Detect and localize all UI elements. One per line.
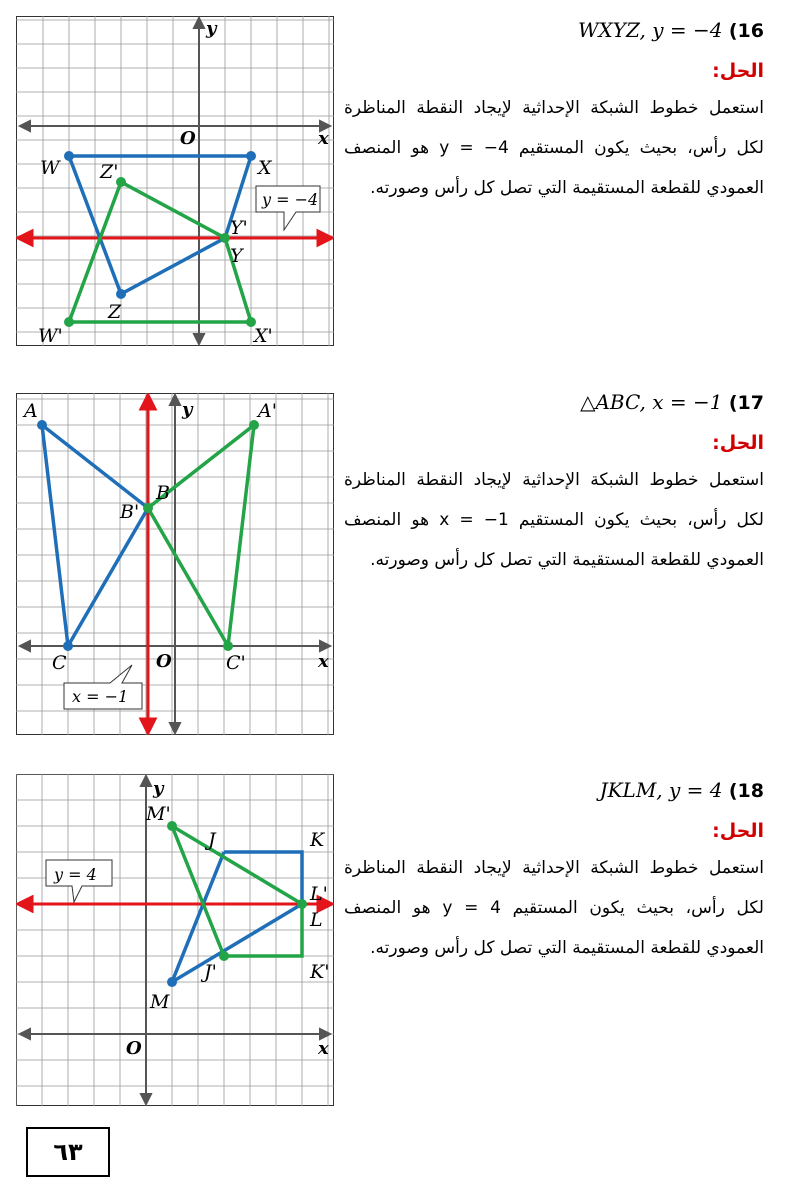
problem-16-expression: WXYZ, y = −4 [578,18,723,42]
label-l: L [310,909,323,931]
problem-17-number: (17 [728,392,764,414]
svg-text:x = −1: x = −1 [72,687,129,706]
problem-17-header [344,390,764,414]
point-b-prime [143,503,153,513]
point-w [64,151,74,161]
problem-16 [344,18,764,208]
origin-label: O [126,1038,142,1059]
point-l-prime [297,899,307,909]
label-c-prime: C' [226,652,246,674]
solution-label-17: الحل: [712,432,764,454]
point-a [37,420,47,430]
label-k: K [310,829,325,851]
point-j-prime [219,951,229,961]
label-m: M [150,991,170,1013]
solution-label-16: الحل: [712,60,764,82]
label-z-prime: Z' [100,161,119,183]
label-y: Y [230,245,243,267]
label-x-prime: X' [254,325,273,346]
label-z: Z [108,301,122,323]
solution-text-16: استعمل خطوط الشبكة الإحداثية لإيجاد النقطة المناظرة لكل رأس، بحيث يكون المستقيم y = −4 هو المنصف العمودي للقطعة المستقيمة التي تصل كل رأس وصورته. [344,98,764,198]
origin-label: O [180,128,196,149]
point-c [63,641,73,651]
graph-16 [16,16,334,346]
problem-17-expression: △ABC, x = −1 [580,390,723,414]
x-axis-label: x [318,651,329,672]
y-axis-label: y [182,399,193,420]
graph-17 [16,393,334,723]
label-k-prime: K' [310,961,330,983]
label-c: C [52,652,67,674]
label-a-prime: A' [258,400,277,422]
origin-label: O [156,651,172,672]
graph-18 [16,774,334,1104]
point-m [167,977,177,987]
solution-text-17: استعمل خطوط الشبكة الإحداثية لإيجاد النقطة المناظرة لكل رأس، بحيث يكون المستقيم x = −1 هو المنصف العمودي للقطعة المستقيمة التي تصل كل رأس وصورته. [344,470,764,570]
solution-text-18: استعمل خطوط الشبكة الإحداثية لإيجاد النقطة المناظرة لكل رأس، بحيث يكون المستقيم y = 4 هو المنصف العمودي للقطعة المستقيمة التي تصل كل رأس وصورته. [344,858,764,958]
problem-18 [344,778,764,968]
label-w-prime: W' [38,325,63,346]
svg-text:y = 4: y = 4 [54,865,97,884]
point-z [116,289,126,299]
y-axis-label: y [206,18,217,39]
label-m-prime: M' [146,803,171,825]
problem-17 [344,390,764,580]
svg-text:y = −4: y = −4 [262,190,319,209]
label-b-prime: B' [120,501,140,523]
solution-label-18: الحل: [712,820,764,842]
point-w-prime [64,317,74,327]
label-j: J [208,829,216,851]
point-x [246,151,256,161]
point-y-prime [220,233,230,243]
point-c-prime [223,641,233,651]
problem-18-expression: JKLM, y = 4 [599,778,723,802]
label-l-prime: L' [310,883,328,905]
page-number: ٦٣ [26,1127,110,1177]
label-j-prime: J' [204,961,217,983]
label-b: B [156,482,170,504]
problem-18-header [344,778,764,802]
label-x: X [258,157,272,179]
label-y-prime: Y' [230,217,248,239]
problem-16-number: (16 [728,20,764,42]
label-w: W [40,157,60,179]
x-axis-label: x [318,128,329,149]
y-axis-label: y [153,778,164,799]
label-a: A [24,400,38,422]
problem-18-number: (18 [728,780,764,802]
problem-16-header [344,18,764,42]
x-axis-label: x [318,1038,329,1059]
